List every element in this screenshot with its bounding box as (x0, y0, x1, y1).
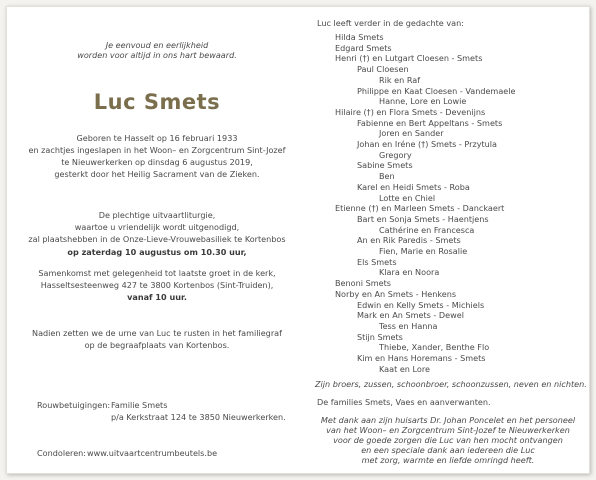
family-member-line: Sabine Smets (357, 160, 413, 171)
family-member-line: An en Rik Paredis - Smets (357, 235, 461, 246)
thanks-line: Met dank aan zijn huisarts Dr. Johan Poncelet en het personeel (320, 415, 576, 425)
condo-link[interactable]: www.uitvaartcentrumbeutels.be (87, 448, 218, 458)
rouw-address: p/a Kerkstraat 124 te 3850 Nieuwerkerken. (111, 412, 286, 422)
intro-line: Luc leeft verder in de gedachte van: (317, 18, 464, 28)
family-member-line: Philippe en Kaat Cloesen - Vandemaele (357, 85, 516, 96)
family-member-line: Henri (†) en Lutgart Cloesen - Smets (335, 53, 483, 64)
family-member-line: Els Smets (357, 256, 397, 267)
ceremony-line: waartoe u vriendelijk wordt uitgenodigd, (74, 222, 240, 232)
ceremony-line: De plechtige uitvaartliturgie, (98, 210, 216, 220)
family-member-line: Norby en An Smets - Henkens (335, 288, 457, 299)
family-member-line: Karel en Heidi Smets - Roba (357, 181, 470, 192)
ceremony-line: zal plaatshebben in de Onze-Lieve-Vrouwebasiliek te Kortenbos (28, 234, 286, 244)
family-member-line: Gregory (379, 149, 412, 160)
motto-line: Je eenvoud en eerlijkheid (105, 40, 209, 50)
gathering-line: Samenkomst met gelegenheid tot laatste groet in de kerk, (38, 268, 276, 278)
family-member-line: Fabienne en Bert Appeltans - Smets (357, 117, 503, 128)
siblings-line: Zijn broers, zussen, schoonbroer, schoonzussen, neven en nichten. (315, 379, 587, 389)
birth-line: Geboren te Hasselt op 16 februari 1933 (76, 133, 238, 143)
condo-label: Condoleren: (37, 448, 87, 458)
urn-line: Nadien zetten we de urne van Luc te rusten in het familiegraf (32, 328, 282, 338)
family-member-line: Hanne, Lore en Lowie (379, 96, 467, 107)
family-member-line: Cathérine en Francesca (379, 224, 475, 235)
family-member-line: Stijn Smets (357, 331, 403, 342)
thanks-line: met zorg, warmte en liefde omringd heeft. (361, 455, 535, 465)
gathering-time: vanaf 10 uur. (127, 292, 187, 302)
family-member-line: Kaat en Lore (379, 363, 430, 374)
ceremony-date: op zaterdag 10 augustus om 10.30 uur, (67, 247, 247, 257)
thanks-line: van het Woon– en Zorgcentrum Sint-Jozef te Nieuwerkerken (326, 425, 570, 435)
family-member-line: Paul Cloesen (357, 64, 409, 75)
motto-line: worden voor altijd in ons hart bewaard. (77, 50, 237, 60)
thanks-line: en een speciale dank aan iedereen die Luc (361, 445, 535, 455)
left-column (7, 7, 307, 473)
family-member-line: Hilda Smets (335, 32, 384, 42)
family-member-line: Hilaire (†) en Flora Smets - Devenijns (335, 106, 486, 117)
family-member-line: Rik en Raf (379, 74, 421, 85)
rouw-address: Familie Smets (111, 400, 168, 410)
gathering-line: Hasseltsesteenweg 427 te 3800 Kortenbos (Sint-Truiden), (40, 280, 274, 290)
family-member-line: Fien, Marie en Rosalie (379, 246, 468, 256)
family-member-line: Kim en Hans Horemans - Smets (357, 353, 486, 363)
thanks-line: voor de goede zorgen die Luc van hen mocht ontvangen (333, 435, 563, 445)
family-member-line: Lotte en Chiel (379, 192, 436, 203)
family-member-line: Johan en Iréne (†) Smets - Przytula (357, 139, 498, 149)
family-member-line: Joren en Sander (379, 128, 444, 139)
birth-line: gesterkt door het Heilig Sacrament van de Zieken. (54, 169, 260, 179)
family-member-line: Edwin en Kelly Smets - Michiels (357, 299, 485, 310)
family-member-line: Tess en Hanna (379, 320, 438, 331)
family-member-line: Etienne (†) en Marleen Smets - Danckaert (335, 203, 505, 214)
urn-line: op de begraafplaats van Kortenbos. (84, 340, 230, 350)
family-member-line: Thiebe, Xander, Benthe Flo (379, 342, 490, 353)
deceased-name: Luc Smets (93, 90, 221, 114)
rouw-label: Rouwbetuigingen: (37, 400, 111, 410)
family-member-line: Edgard Smets (335, 42, 392, 53)
right-column (307, 7, 589, 473)
family-member-line: Ben (379, 171, 395, 182)
family-member-line: Benoni Smets (335, 278, 391, 289)
family-member-line: Bart en Sonja Smets - Haentjens (357, 213, 489, 224)
funeral-card (6, 6, 590, 474)
family-member-line: Klara en Noora (379, 267, 440, 278)
families-line: De families Smets, Vaes en aanverwanten. (317, 397, 491, 407)
birth-line: te Nieuwerkerken op dinsdag 6 augustus 2019, (61, 157, 253, 167)
family-member-line: Mark en An Smets - Dewel (357, 310, 464, 321)
birth-line: en zachtjes ingeslapen in het Woon– en Zorgcentrum Sint-Jozef (28, 145, 286, 155)
